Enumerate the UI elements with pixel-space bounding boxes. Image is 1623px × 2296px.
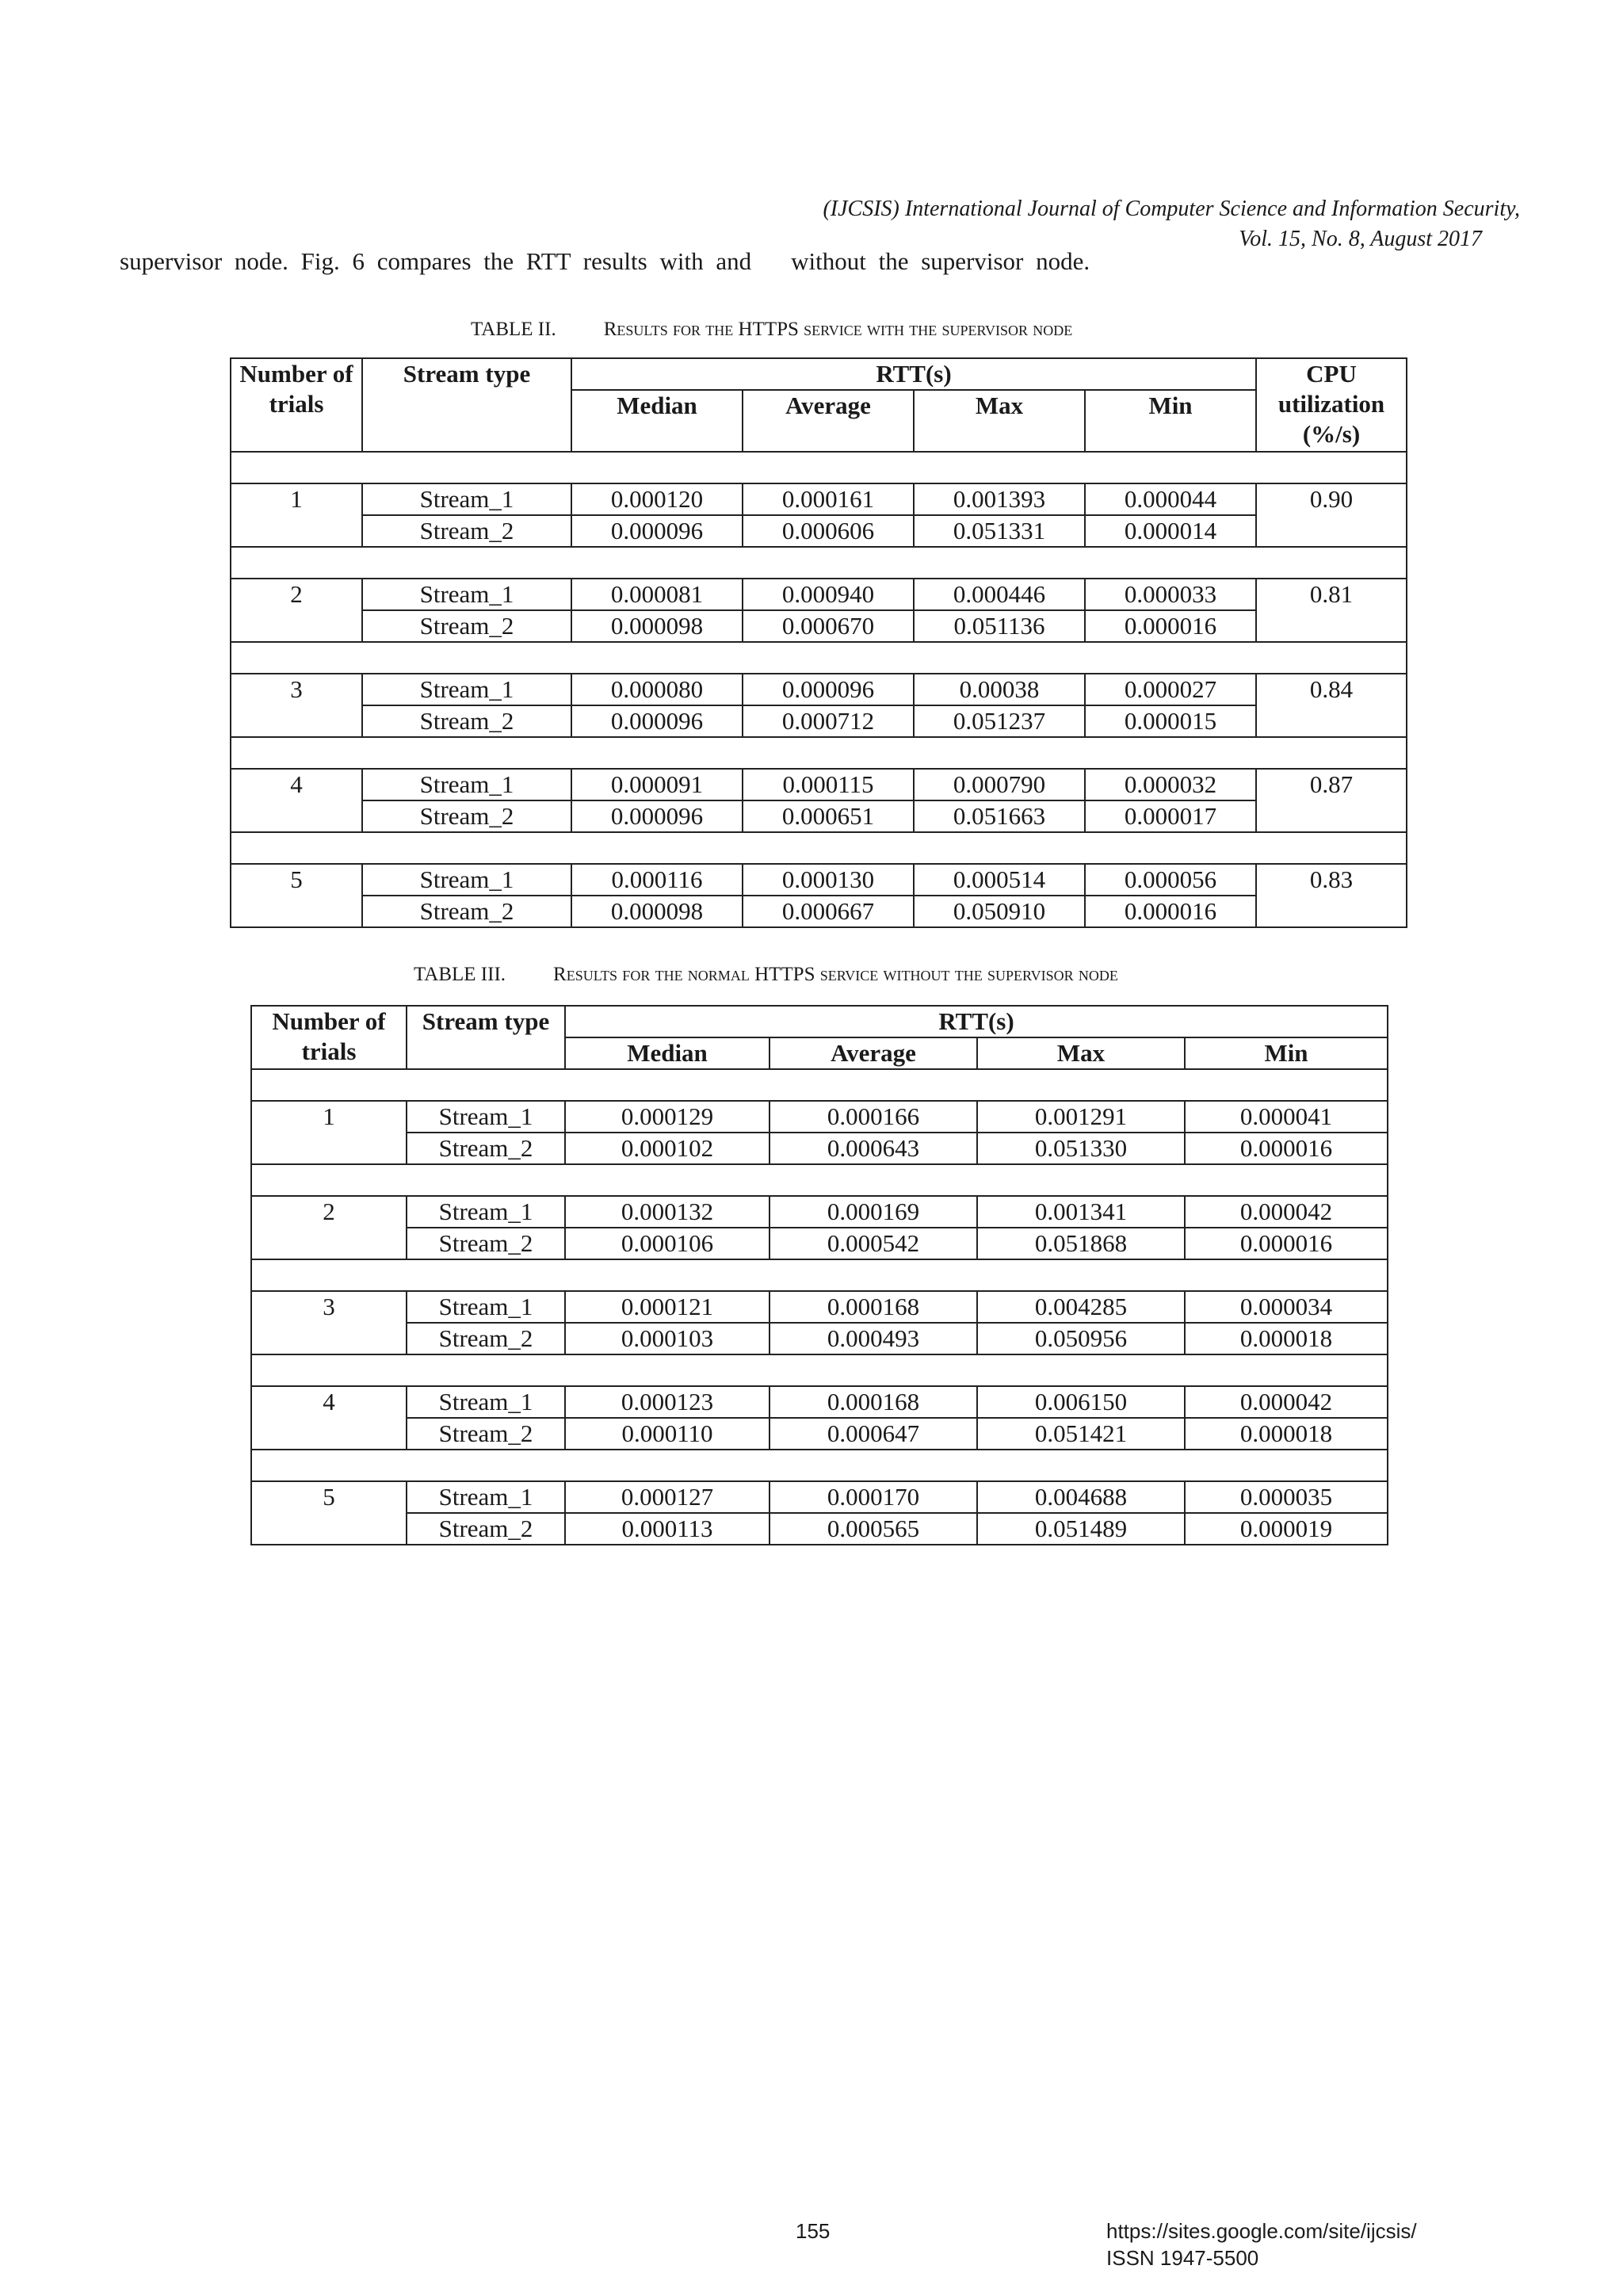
table3-average-cell: 0.000166 [769,1101,977,1133]
table2-spacer-cell [231,642,1407,674]
table3-trial-cell: 5 [251,1481,407,1545]
table2-average-cell: 0.000115 [743,769,914,800]
table2-trial-cell: 4 [231,769,362,832]
table3-median-cell: 0.000106 [565,1228,769,1259]
table3-caption [414,964,1118,986]
table2-max-cell: 0.001393 [914,483,1085,515]
table2-stream-cell: Stream_1 [362,579,571,610]
table3-min-cell: 0.000019 [1185,1513,1388,1545]
table2-max-cell: 0.051663 [914,800,1085,832]
table2-trial-cell: 2 [231,579,362,642]
table3-row [251,1323,1388,1354]
table3-min-cell: 0.000034 [1185,1291,1388,1323]
table3-row [251,1291,1388,1323]
table2-title-sc: esults for the [617,319,739,340]
table2-min-cell: 0.000027 [1085,674,1256,705]
table3-median-cell: 0.000113 [565,1513,769,1545]
page-number: 155 [796,2219,831,2243]
table3-body [251,1069,1388,1545]
table2-stream-cell: Stream_2 [362,705,571,737]
table2-header-trials: Number of trials [231,358,362,452]
table2-title-sc2: service with the supervisor node [798,319,1073,340]
journal-header [569,194,1520,254]
table2-cpu-cell: 0.81 [1256,579,1407,642]
intro-text [120,247,1090,276]
table2-median-cell: 0.000098 [571,896,743,927]
table3-row [251,1481,1388,1513]
table3-min-cell: 0.000018 [1185,1323,1388,1354]
table3-row [251,1133,1388,1164]
table2-header-rtt: RTT(s) [571,358,1256,390]
table3-stream-cell: Stream_2 [407,1513,565,1545]
table2-header-max: Max [914,390,1085,452]
table3-stream-cell: Stream_2 [407,1323,565,1354]
table3-average-cell: 0.000168 [769,1386,977,1418]
table2-max-cell: 0.050910 [914,896,1085,927]
table2-spacer-cell [231,547,1407,579]
table2-min-cell: 0.000032 [1085,769,1256,800]
table3-stream-cell: Stream_2 [407,1418,565,1450]
table2-header-stream: Stream type [362,358,571,452]
table2-min-cell: 0.000017 [1085,800,1256,832]
table2-cpu-cell: 0.83 [1256,864,1407,927]
table2-min-cell: 0.000016 [1085,896,1256,927]
table3-max-cell: 0.001341 [977,1196,1185,1228]
table3-stream-cell: Stream_1 [407,1291,565,1323]
table2-average-cell: 0.000161 [743,483,914,515]
table2-caption [471,319,1072,341]
table2-spacer-row [231,547,1407,579]
table2-average-cell: 0.000651 [743,800,914,832]
table2-median-cell: 0.000098 [571,610,743,642]
table3-spacer-row [251,1164,1388,1196]
table3-max-cell: 0.001291 [977,1101,1185,1133]
table3-stream-cell: Stream_2 [407,1133,565,1164]
table2-stream-cell: Stream_2 [362,800,571,832]
table2-stream-cell: Stream_1 [362,864,571,896]
table3-average-cell: 0.000170 [769,1481,977,1513]
table3-median-cell: 0.000121 [565,1291,769,1323]
table3-trial-cell: 4 [251,1386,407,1450]
table3-average-cell: 0.000493 [769,1323,977,1354]
table2-min-cell: 0.000014 [1085,515,1256,547]
table3-spacer-row [251,1259,1388,1291]
table3-spacer-row [251,1450,1388,1481]
table2-body [231,452,1407,927]
table3-title-sc: esults for the normal [566,964,755,985]
table2-trial-cell: 5 [231,864,362,927]
table3-max-cell: 0.004285 [977,1291,1185,1323]
table2-min-cell: 0.000044 [1085,483,1256,515]
journal-title: (IJCSIS) International Journal of Computer Science and Information Security, [823,197,1520,221]
table3-max-cell: 0.004688 [977,1481,1185,1513]
table2-spacer-row [231,737,1407,769]
table3-row [251,1386,1388,1418]
table2-spacer-row [231,642,1407,674]
table3-header-max: Max [977,1037,1185,1069]
table2-title-caps: HTTPS [738,319,799,340]
table2-min-cell: 0.000033 [1085,579,1256,610]
table2-max-cell: 0.000514 [914,864,1085,896]
table2-average-cell: 0.000667 [743,896,914,927]
table3-median-cell: 0.000127 [565,1481,769,1513]
table3-row [251,1228,1388,1259]
table3-max-cell: 0.050956 [977,1323,1185,1354]
table3-row [251,1196,1388,1228]
table2-spacer-cell [231,832,1407,864]
table3-stream-cell: Stream_1 [407,1481,565,1513]
table3-min-cell: 0.000035 [1185,1481,1388,1513]
table3-trial-cell: 1 [251,1101,407,1164]
table3-stream-cell: Stream_2 [407,1228,565,1259]
table2-median-cell: 0.000080 [571,674,743,705]
table3-trial-cell: 3 [251,1291,407,1354]
table3-min-cell: 0.000041 [1185,1101,1388,1133]
table2-stream-cell: Stream_2 [362,896,571,927]
table3 [250,1005,1388,1545]
table3-header-average: Average [769,1037,977,1069]
table3-average-cell: 0.000565 [769,1513,977,1545]
table2-min-cell: 0.000056 [1085,864,1256,896]
table3-header-stream: Stream type [407,1006,565,1069]
table2-header-average: Average [743,390,914,452]
table3-median-cell: 0.000132 [565,1196,769,1228]
intro-text-part2: without the supervisor node. [791,247,1090,275]
table2-max-cell: 0.000790 [914,769,1085,800]
table2-spacer-cell [231,452,1407,483]
table2-median-cell: 0.000096 [571,705,743,737]
table3-average-cell: 0.000169 [769,1196,977,1228]
table3-spacer-row [251,1354,1388,1386]
table3-spacer-cell [251,1450,1388,1481]
journal-volume: Vol. 15, No. 8, August 2017 [1239,227,1482,251]
table2-row [231,896,1407,927]
table2-average-cell: 0.000606 [743,515,914,547]
table2-average-cell: 0.000712 [743,705,914,737]
table3-median-cell: 0.000129 [565,1101,769,1133]
table3-max-cell: 0.051489 [977,1513,1185,1545]
table3-spacer-cell [251,1259,1388,1291]
table3-median-cell: 0.000110 [565,1418,769,1450]
table2-min-cell: 0.000015 [1085,705,1256,737]
table2-title-lead: R [603,319,617,340]
table3-stream-cell: Stream_1 [407,1386,565,1418]
table2-stream-cell: Stream_1 [362,674,571,705]
table2-average-cell: 0.000940 [743,579,914,610]
table2-median-cell: 0.000120 [571,483,743,515]
table2-row [231,705,1407,737]
table2-header-cpu: CPU utilization (%/s) [1256,358,1407,452]
table2-average-cell: 0.000670 [743,610,914,642]
table3-average-cell: 0.000542 [769,1228,977,1259]
table2-row [231,515,1407,547]
table2-spacer-row [231,832,1407,864]
table2-median-cell: 0.000091 [571,769,743,800]
table2-header-median: Median [571,390,743,452]
table3-header-median: Median [565,1037,769,1069]
footer-url: https://sites.google.com/site/ijcsis/ [1106,2219,1417,2243]
table3-min-cell: 0.000018 [1185,1418,1388,1450]
table2-trial-cell: 1 [231,483,362,547]
table2-max-cell: 0.051237 [914,705,1085,737]
table3-header-rtt: RTT(s) [565,1006,1388,1037]
table2-median-cell: 0.000081 [571,579,743,610]
table2-cpu-cell: 0.84 [1256,674,1407,737]
table2-cpu-cell: 0.87 [1256,769,1407,832]
table2-row [231,864,1407,896]
table3-row [251,1418,1388,1450]
table2-row [231,674,1407,705]
table2-row [231,610,1407,642]
table3-max-cell: 0.051421 [977,1418,1185,1450]
table2-stream-cell: Stream_1 [362,483,571,515]
table2-max-cell: 0.051136 [914,610,1085,642]
table3-header-trials: Number of trials [251,1006,407,1069]
table3-min-cell: 0.000016 [1185,1228,1388,1259]
table2-row [231,579,1407,610]
table2-row [231,483,1407,515]
table2-max-cell: 0.00038 [914,674,1085,705]
table3-trial-cell: 2 [251,1196,407,1259]
table3-header-min: Min [1185,1037,1388,1069]
table3-spacer-cell [251,1354,1388,1386]
table3-average-cell: 0.000168 [769,1291,977,1323]
table3-median-cell: 0.000103 [565,1323,769,1354]
table3-title-caps: HTTPS [754,964,815,985]
table2-row [231,800,1407,832]
table2-trial-cell: 3 [231,674,362,737]
table2-average-cell: 0.000130 [743,864,914,896]
table3-min-cell: 0.000042 [1185,1386,1388,1418]
table3-max-cell: 0.051330 [977,1133,1185,1164]
intro-text-part1: supervisor node. Fig. 6 compares the RTT results with and [120,247,752,275]
table2-min-cell: 0.000016 [1085,610,1256,642]
table2-median-cell: 0.000096 [571,515,743,547]
footer-issn: ISSN 1947-5500 [1106,2246,1259,2270]
table3-min-cell: 0.000042 [1185,1196,1388,1228]
table2-stream-cell: Stream_2 [362,610,571,642]
table2 [230,357,1407,928]
table2-row [231,769,1407,800]
table3-spacer-cell [251,1164,1388,1196]
table2-spacer-row [231,452,1407,483]
table2-stream-cell: Stream_2 [362,515,571,547]
table2-median-cell: 0.000116 [571,864,743,896]
table3-row [251,1101,1388,1133]
table3-title-sc2: service without the supervisor node [815,964,1118,985]
table2-number: TABLE II. [471,319,556,340]
table3-average-cell: 0.000643 [769,1133,977,1164]
table3-median-cell: 0.000102 [565,1133,769,1164]
table3-average-cell: 0.000647 [769,1418,977,1450]
table2-cpu-cell: 0.90 [1256,483,1407,547]
table3-title-lead: R [553,964,567,985]
table3-max-cell: 0.006150 [977,1386,1185,1418]
table3-row [251,1513,1388,1545]
table2-max-cell: 0.000446 [914,579,1085,610]
table2-header-min: Min [1085,390,1256,452]
table3-median-cell: 0.000123 [565,1386,769,1418]
table3-max-cell: 0.051868 [977,1228,1185,1259]
table3-stream-cell: Stream_1 [407,1101,565,1133]
table2-max-cell: 0.051331 [914,515,1085,547]
table2-stream-cell: Stream_1 [362,769,571,800]
table3-min-cell: 0.000016 [1185,1133,1388,1164]
table3-spacer-cell [251,1069,1388,1101]
table2-median-cell: 0.000096 [571,800,743,832]
table3-spacer-row [251,1069,1388,1101]
table2-average-cell: 0.000096 [743,674,914,705]
table2-spacer-cell [231,737,1407,769]
table3-stream-cell: Stream_1 [407,1196,565,1228]
table3-number: TABLE III. [414,964,506,985]
